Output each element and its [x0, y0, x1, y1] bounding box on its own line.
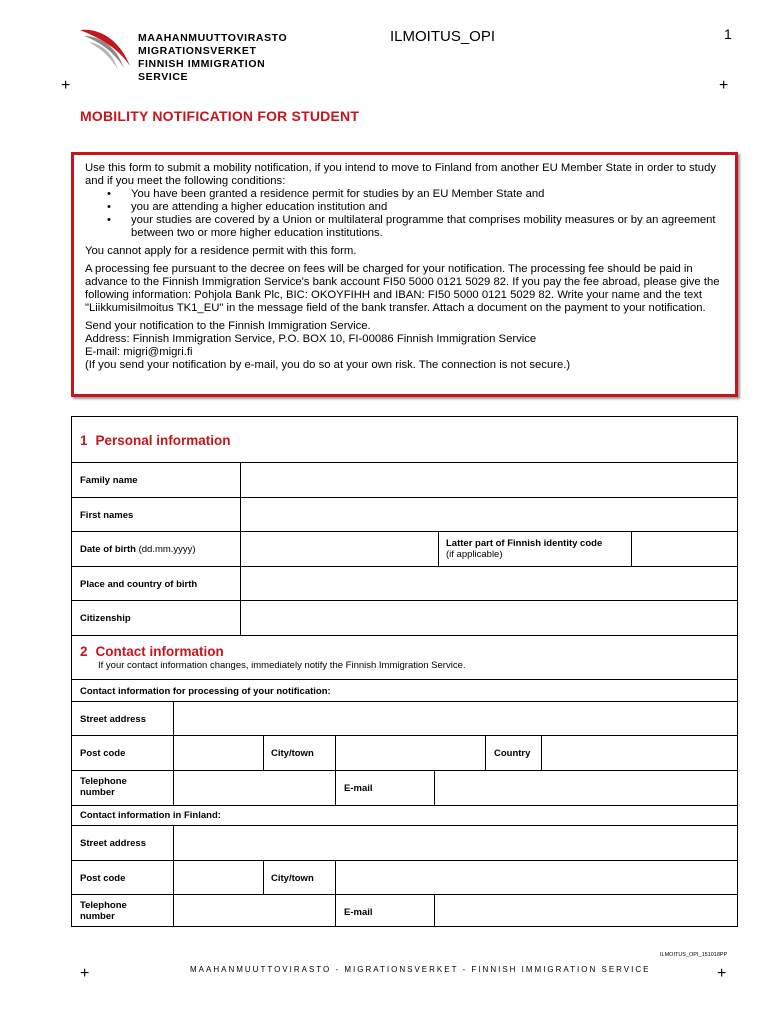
section-2-number: 2: [80, 644, 88, 659]
label-cell: [485, 736, 541, 770]
finland-telephone-label: Telephone number: [80, 900, 127, 922]
footer-agency-names: MAAHANMUUTTOVIRASTO - MIGRATIONSVERKET - FINNISH IMMIGRATION SERVICE: [190, 965, 651, 974]
telephone-row: [72, 770, 737, 805]
document-title: MOBILITY NOTIFICATION FOR STUDENT: [80, 108, 360, 124]
city-input[interactable]: [336, 736, 484, 770]
no-permit-text: You cannot apply for a residence permit with this form.: [85, 245, 357, 257]
finland-telephone-input[interactable]: [174, 895, 334, 927]
date-of-birth-text: Date of birth: [80, 544, 136, 555]
date-of-birth-input[interactable]: [241, 532, 437, 566]
place-of-birth-label: Place and country of birth: [80, 579, 198, 590]
logo-text: [138, 32, 308, 84]
citizenship-row: [72, 600, 737, 635]
label-cell: [263, 861, 335, 894]
finland-street-address-input[interactable]: [174, 826, 737, 860]
form-code: ILMOITUS_OPI: [390, 28, 496, 45]
finland-city-input[interactable]: [336, 861, 737, 894]
finland-post-code-row: [72, 860, 737, 894]
family-name-row: [72, 462, 737, 497]
date-format-hint: (dd.mm.yyyy): [138, 544, 196, 555]
family-name-label: Family name: [80, 475, 138, 486]
label-cell: [335, 895, 434, 927]
email-label: E-mail: [344, 783, 373, 794]
page-number: 1: [724, 26, 732, 42]
condition-item: • You have been granted a residence permit for studies by an EU Member State and: [85, 188, 725, 201]
identity-code-note: (if applicable): [446, 549, 503, 560]
contact-change-note: If your contact information changes, immediately notify the Finnish Immigration Service.: [98, 660, 466, 671]
logo-line-fi: MAAHANMUUTTOVIRASTO: [138, 32, 288, 44]
date-of-birth-label: [80, 544, 196, 555]
footer-form-code: ILMOITUS_OPI_151018PP: [660, 952, 728, 958]
risk-text: (If you send your notification by e-mail, you do so at your own risk. The connection is not secure.): [85, 359, 571, 371]
crop-mark-icon: +: [80, 965, 90, 982]
telephone-input[interactable]: [174, 771, 334, 805]
processing-contact-heading: Contact information for processing of your notification:: [80, 686, 331, 697]
label-cell: [438, 532, 631, 566]
first-names-label: First names: [80, 510, 134, 521]
finland-contact-heading: Contact information in Finland:: [80, 810, 221, 821]
post-code-input[interactable]: [174, 736, 262, 770]
identity-code-label: [446, 538, 602, 560]
section-2-label: Contact information: [95, 644, 224, 659]
crop-mark-icon: +: [717, 965, 727, 982]
crop-mark-icon: +: [61, 77, 71, 94]
first-names-input[interactable]: [241, 498, 737, 531]
country-label: Country: [494, 748, 531, 759]
post-code-label: Post code: [80, 748, 126, 759]
application-form: [71, 416, 738, 927]
label-cell: [335, 771, 434, 805]
telephone-label: Telephone number: [80, 776, 127, 798]
place-of-birth-input[interactable]: [241, 567, 737, 600]
street-address-input[interactable]: [174, 702, 737, 735]
instructions-box: [71, 152, 738, 397]
finland-street-address-label: Street address: [80, 838, 147, 849]
condition-item: • your studies are covered by a Union or multilateral programme that comprises mobility measures or by an agreement between two or more higher education institutions.: [85, 214, 725, 240]
logo-line-sv: MIGRATIONSVERKET: [138, 45, 257, 57]
section-divider: [72, 635, 737, 636]
label-cell: [263, 736, 335, 770]
crop-mark-icon: +: [719, 77, 729, 94]
post-code-row: [72, 735, 737, 770]
finland-heading-row: [72, 805, 737, 825]
section-1-number: 1: [80, 433, 88, 448]
section-2-title: [80, 644, 224, 659]
finland-telephone-row: [72, 894, 737, 927]
email-input[interactable]: [435, 771, 737, 805]
finland-street-address-row: [72, 825, 737, 860]
citizenship-input[interactable]: [241, 601, 737, 635]
place-of-birth-row: [72, 566, 737, 600]
condition-item: • you are attending a higher education institution and: [85, 201, 725, 214]
street-address-row: [72, 701, 737, 735]
send-text: Send your notification to the Finnish Immigration Service.: [85, 320, 371, 332]
identity-code-text: Latter part of Finnish identity code: [446, 538, 603, 549]
finland-email-input[interactable]: [435, 895, 737, 927]
finland-city-label: City/town: [271, 873, 314, 884]
wing-logo-icon: [78, 26, 138, 74]
address-text: Address: Finnish Immigration Service, P.O. BOX 10, FI-00086 Finnish Immigration Service: [85, 333, 537, 345]
finland-post-code-label: Post code: [80, 873, 126, 884]
finland-email-label: E-mail: [344, 907, 373, 918]
city-label: City/town: [271, 748, 314, 759]
intro-text: Use this form to submit a mobility notification, if you intend to move to Finland from another EU Member State in order to study and if you meet the following conditions:: [85, 162, 717, 187]
citizenship-label: Citizenship: [80, 613, 131, 624]
country-input[interactable]: [542, 736, 737, 770]
fee-text: A processing fee pursuant to the decree on fees will be charged for your notification. The processing fee should be paid in advance to the Finnish Immigration Service's bank account FI50 5000 0121 5029 82. If you pay the fee abroad, please give the following information: Pohjola Bank Plc, BIC: OKOYFIHH and IBAN: FI50 5000 0121 5029 82. Write your name and the text "Liikkumisilmoitus TK1_EU" in the message field of the bank transfer. Attach a document on the payment to your notification.: [85, 263, 720, 314]
date-of-birth-row: [72, 531, 737, 566]
street-address-label: Street address: [80, 714, 147, 725]
family-name-input[interactable]: [241, 463, 737, 497]
email-text: E-mail: migri@migri.fi: [85, 346, 193, 358]
agency-logo: [78, 26, 308, 83]
section-1-title: [80, 433, 231, 448]
identity-code-input[interactable]: [632, 532, 737, 566]
finland-post-code-input[interactable]: [174, 861, 262, 894]
section-1-label: Personal information: [95, 433, 231, 448]
logo-line-en: FINNISH IMMIGRATION SERVICE: [138, 58, 266, 83]
first-names-row: [72, 497, 737, 531]
processing-heading-row: [72, 679, 737, 701]
conditions-list: [85, 188, 725, 240]
